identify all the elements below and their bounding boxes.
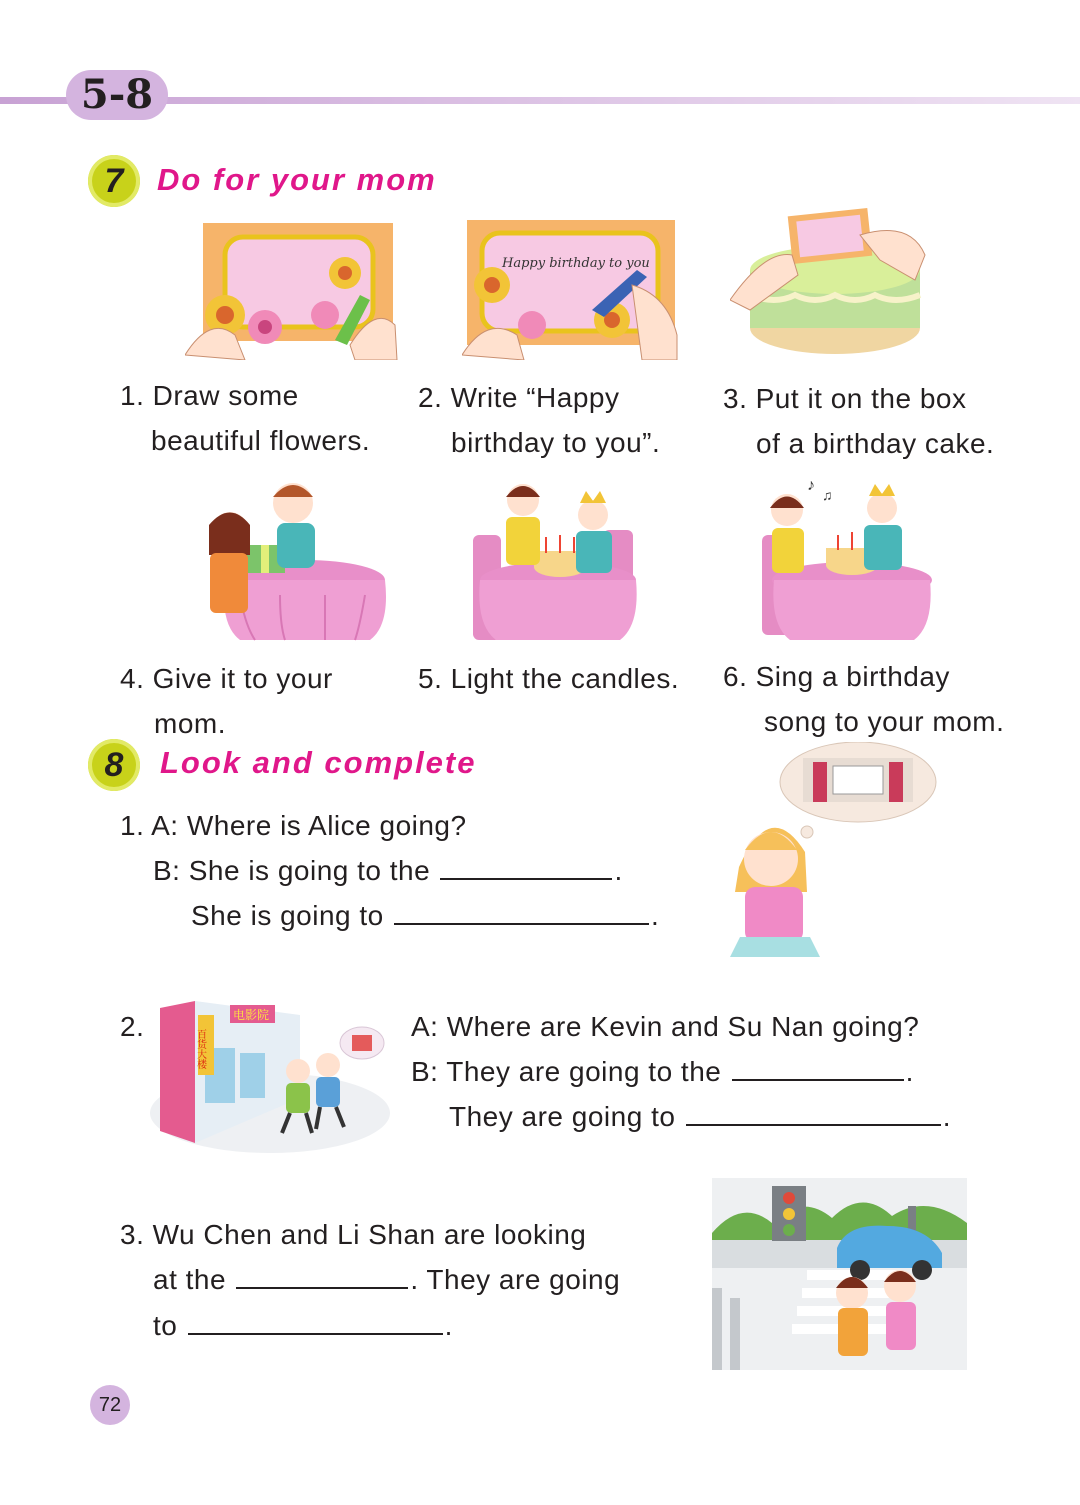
q3-line1: 3. Wu Chen and Li Shan are looking	[120, 1219, 587, 1250]
q2-answer-line1: B: They are going to the .	[411, 1049, 914, 1094]
step-3-line1: 3. Put it on the box	[723, 383, 967, 414]
section-7-title: Do for your mom	[157, 162, 437, 197]
q1-question: 1. A: Where is Alice going?	[120, 810, 467, 841]
department-store-sign: 百货大楼	[194, 1029, 206, 1069]
q1-answer-line1: B: She is going to the .	[153, 848, 623, 893]
q3-blank-object[interactable]	[236, 1261, 408, 1289]
step-2-line1: 2. Write “Happy	[418, 382, 620, 413]
page-number: 72	[90, 1385, 130, 1425]
step-2-line2: birthday to you”.	[451, 427, 661, 458]
q1-answer-text: B: She is going to the	[153, 855, 431, 886]
sing-song-picture	[752, 470, 942, 645]
q3-text-c: to	[153, 1310, 178, 1341]
q3-text-a: at the	[153, 1264, 227, 1295]
street-crossing-picture	[712, 1178, 967, 1370]
q1-blank-place[interactable]	[440, 852, 612, 880]
q2-answer-text2: They are going to	[449, 1101, 676, 1132]
light-candles-picture	[468, 475, 648, 645]
q2-number: 2.	[120, 1011, 145, 1042]
shopping-street-picture	[150, 993, 390, 1153]
step-6-line1: 6. Sing a birthday	[723, 661, 950, 692]
section-8-title: Look and complete	[160, 745, 477, 780]
cinema-sign: 电影院	[233, 1008, 270, 1022]
card-text: Happy birthday to you	[502, 256, 650, 271]
give-gift-picture	[185, 475, 390, 645]
q3-line3: to .	[153, 1303, 453, 1348]
q2-question: A: Where are Kevin and Su Nan going?	[411, 1011, 920, 1042]
section-7-number-badge: 7	[88, 155, 140, 207]
q2-answer-line2: They are going to .	[449, 1094, 951, 1139]
drawing-flowers-picture	[185, 215, 400, 360]
q2-blank-activity[interactable]	[686, 1098, 941, 1126]
step-4-line1: 4. Give it to your	[120, 663, 333, 694]
cake-with-card-picture	[730, 200, 930, 360]
step-1-line1: 1. Draw some	[120, 380, 299, 411]
unit-badge: 5-8	[66, 70, 168, 120]
q2-blank-place[interactable]	[732, 1053, 904, 1081]
step-4-line2: mom.	[154, 708, 226, 739]
svg-text:♫: ♫	[822, 487, 833, 503]
writing-card-picture	[462, 215, 687, 360]
step-6-line2: song to your mom.	[764, 706, 1005, 737]
q3-text-b: . They are going	[410, 1264, 621, 1295]
q1-answer-line2: She is going to .	[191, 893, 659, 938]
svg-text:♪: ♪	[807, 477, 815, 494]
section-8-number-badge: 8	[88, 739, 140, 791]
alice-thinking-picture	[725, 742, 945, 964]
q1-answer-text2: She is going to	[191, 900, 384, 931]
step-1-line2: beautiful flowers.	[151, 425, 371, 456]
q1-blank-activity[interactable]	[394, 897, 649, 925]
step-3-line2: of a birthday cake.	[756, 428, 995, 459]
q3-line2	[153, 1257, 620, 1302]
q3-blank-activity[interactable]	[188, 1307, 443, 1335]
step-5-line1: 5. Light the candles.	[418, 663, 680, 694]
q2-answer-text: B: They are going to the	[411, 1056, 722, 1087]
